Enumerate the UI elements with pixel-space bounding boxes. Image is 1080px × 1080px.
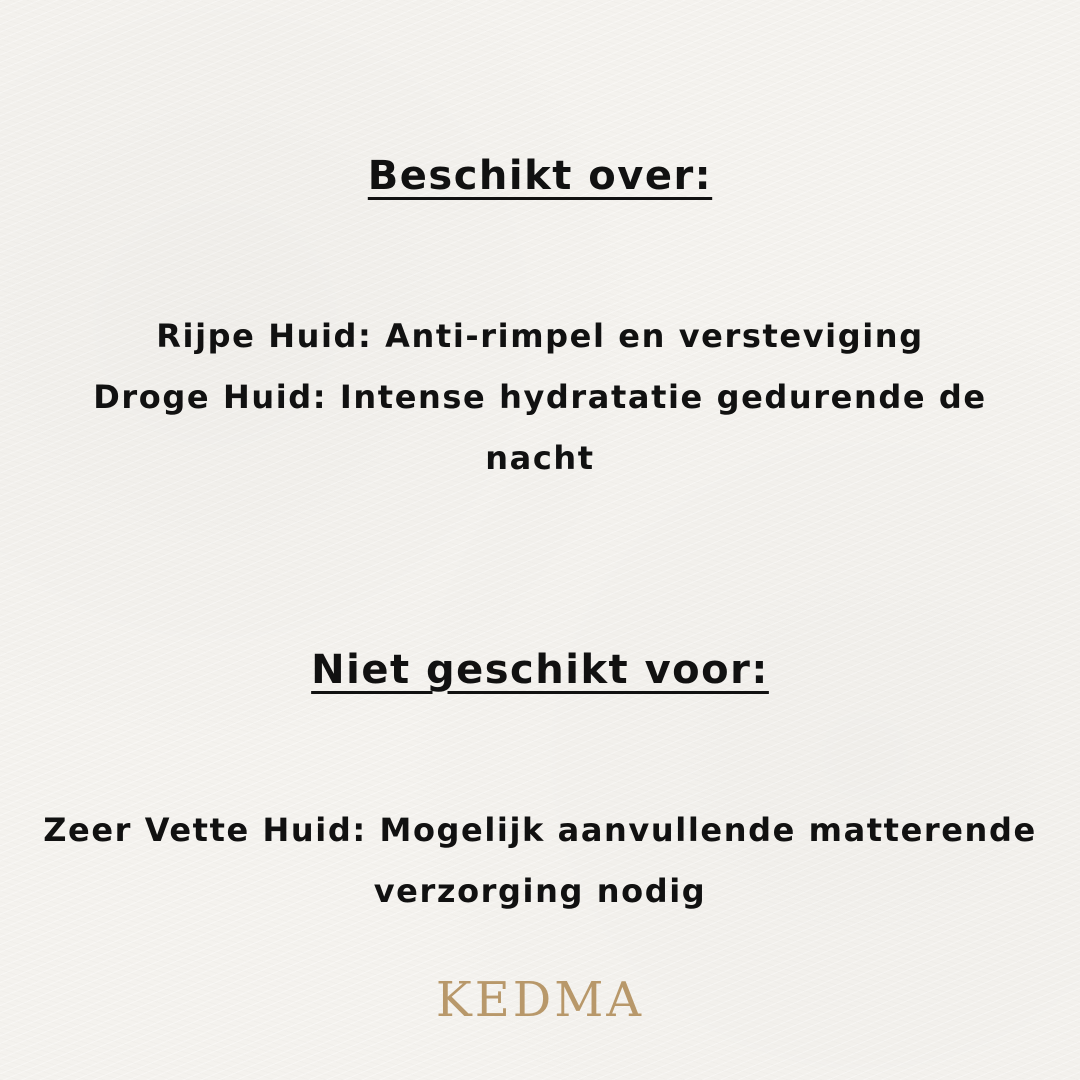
unsuitable-heading — [0, 646, 1080, 694]
suitable-item: Rijpe Huid: Anti-rimpel en versteviging — [156, 317, 924, 355]
unsuitable-heading-text: Niet geschikt voor: — [311, 647, 769, 693]
unsuitable-list — [0, 800, 1080, 922]
suitable-heading-text: Beschikt over: — [367, 153, 713, 199]
kedma-logo: KEDMA — [435, 972, 645, 1028]
suitable-heading — [0, 152, 1080, 200]
suitable-list — [0, 306, 1080, 489]
unsuitable-item: Zeer Vette Huid: Mogelijk aanvullende matterende verzorging nodig — [43, 811, 1037, 910]
suitable-item: Droge Huid: Intense hydratatie gedurende de nacht — [93, 378, 987, 477]
